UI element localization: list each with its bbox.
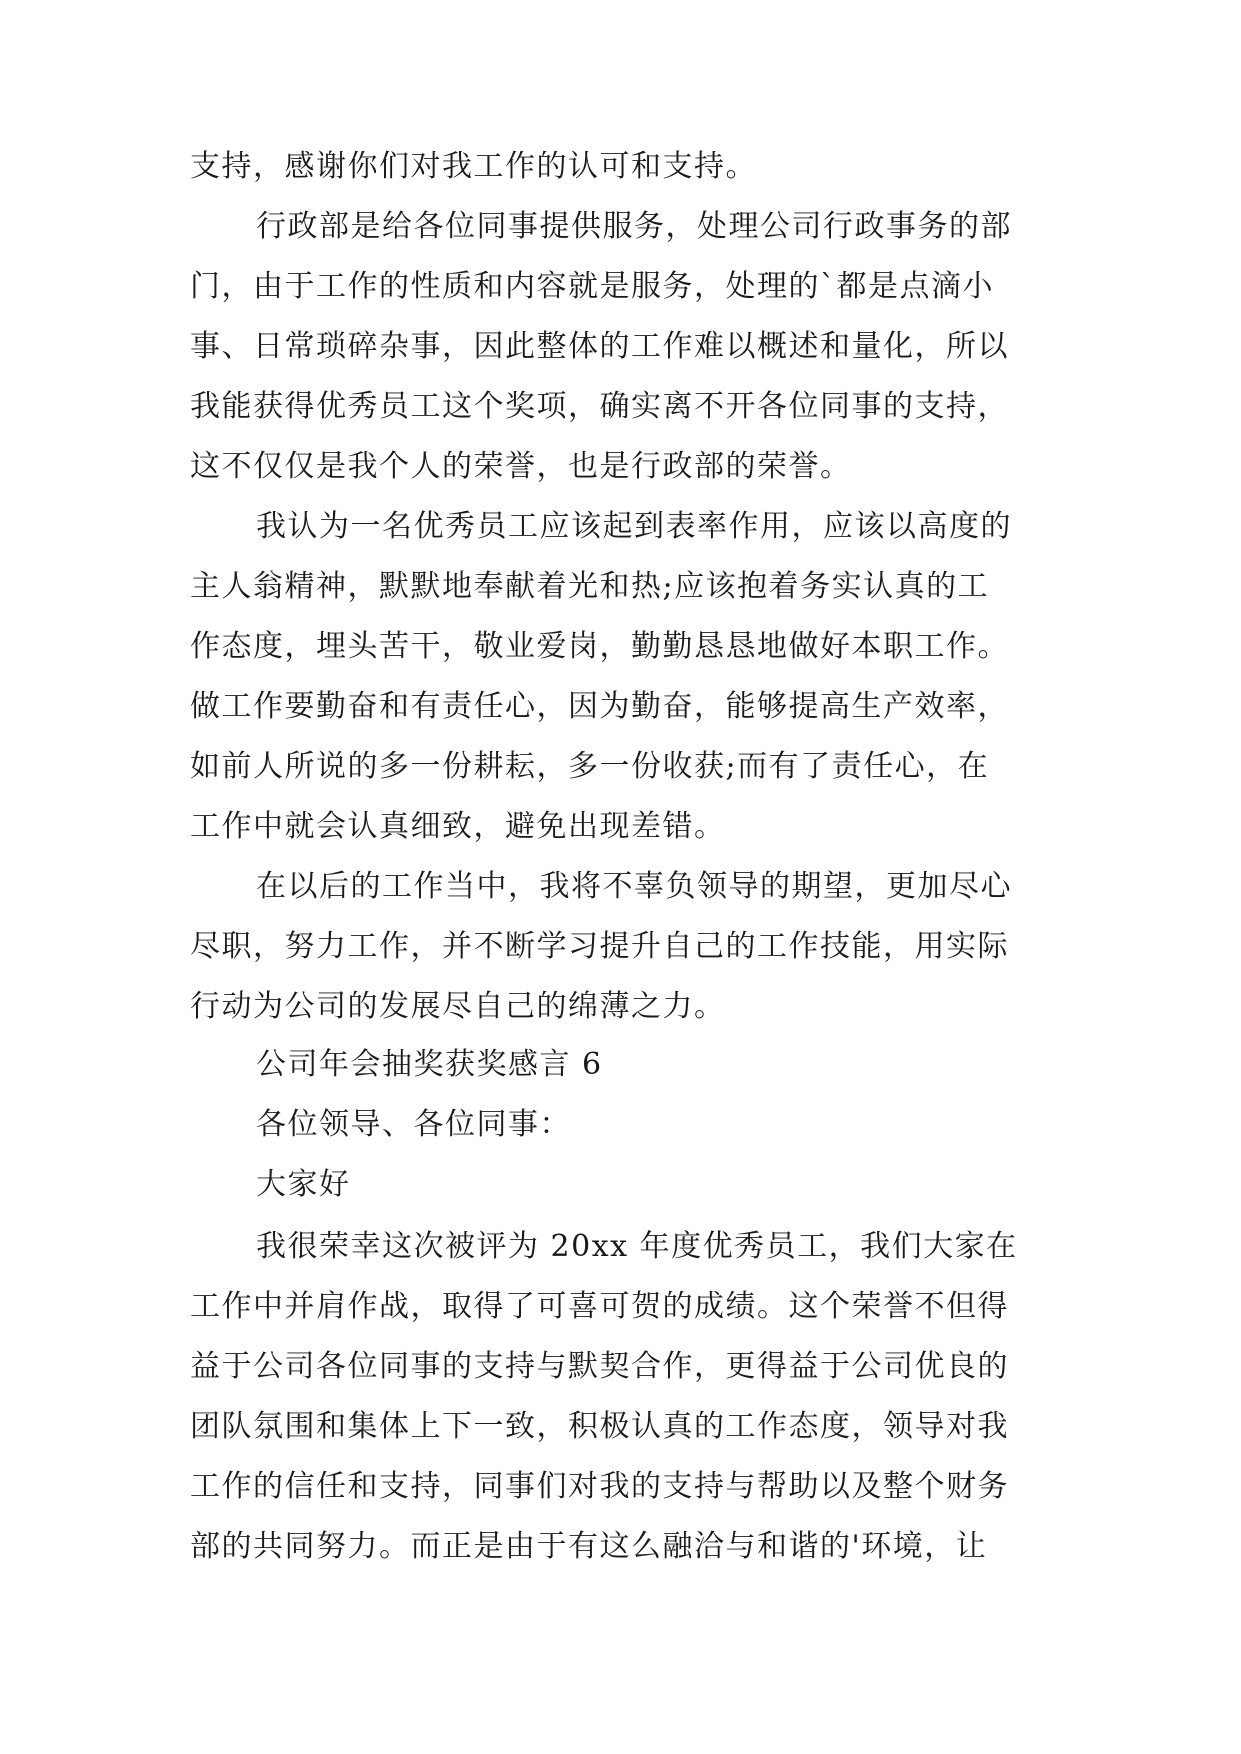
text-line: 门，由于工作的性质和内容就是服务，处理的`都是点滴小 bbox=[190, 269, 994, 304]
text-line: 行动为公司的发展尽自己的绵薄之力。 bbox=[190, 989, 726, 1024]
text-line: 行政部是给各位同事提供服务，处理公司行政事务的部 bbox=[256, 209, 1012, 244]
text-line: 部的共同努力。而正是由于有这么融洽与和谐的'环境，让 bbox=[190, 1529, 988, 1564]
section-heading: 公司年会抽奖获奖感言 6 bbox=[256, 1047, 603, 1082]
text-line: 在以后的工作当中，我将不辜负领导的期望，更加尽心 bbox=[256, 869, 1012, 904]
salutation: 各位领导、各位同事： bbox=[256, 1107, 571, 1142]
text-line: 支持，感谢你们对我工作的认可和支持。 bbox=[190, 149, 757, 184]
text-line: 主人翁精神，默默地奉献着光和热;应该抱着务实认真的工 bbox=[190, 569, 990, 604]
text-line: 我能获得优秀员工这个奖项，确实离不开各位同事的支持， bbox=[190, 389, 1009, 424]
greeting: 大家好 bbox=[256, 1167, 351, 1202]
text-line: 这不仅仅是我个人的荣誉，也是行政部的荣誉。 bbox=[190, 449, 852, 484]
text-line: 如前人所说的多一份耕耘，多一份收获;而有了责任心，在 bbox=[190, 749, 990, 784]
text-line: 工作的信任和支持，同事们对我的支持与帮助以及整个财务 bbox=[190, 1469, 1009, 1504]
text-line: 尽职，努力工作，并不断学习提升自己的工作技能，用实际 bbox=[190, 929, 1009, 964]
text-line: 事、日常琐碎杂事，因此整体的工作难以概述和量化，所以 bbox=[190, 329, 1009, 364]
text-line: 益于公司各位同事的支持与默契合作，更得益于公司优良的 bbox=[190, 1349, 1009, 1384]
text-line: 工作中就会认真细致，避免出现差错。 bbox=[190, 809, 726, 844]
text-line: 我很荣幸这次被评为 20xx 年度优秀员工，我们大家在 bbox=[256, 1229, 1018, 1264]
text-line: 作态度，埋头苦干，敬业爱岗，勤勤恳恳地做好本职工作。 bbox=[190, 629, 1009, 664]
text-line: 做工作要勤奋和有责任心，因为勤奋，能够提高生产效率， bbox=[190, 689, 1009, 724]
text-line: 工作中并肩作战，取得了可喜可贺的成绩。这个荣誉不但得 bbox=[190, 1289, 1009, 1324]
text-line: 团队氛围和集体上下一致，积极认真的工作态度，领导对我 bbox=[190, 1409, 1009, 1444]
text-line: 我认为一名优秀员工应该起到表率作用，应该以高度的 bbox=[256, 509, 1012, 544]
